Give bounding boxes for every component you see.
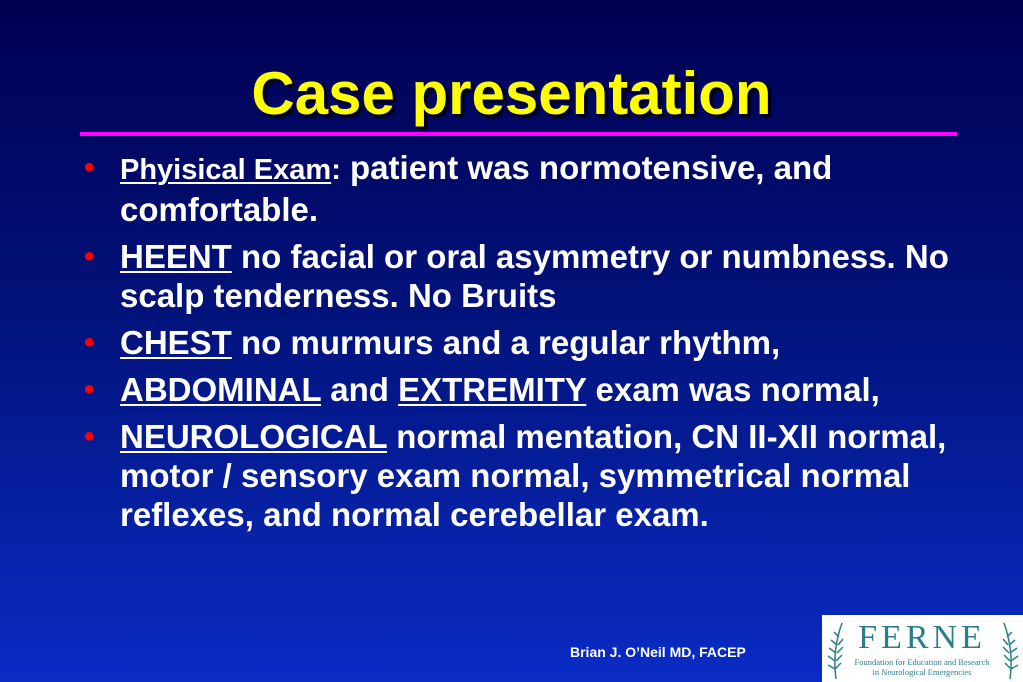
author-footer: Brian J. O’Neil MD, FACEP	[570, 644, 746, 660]
list-item	[84, 148, 964, 229]
title-divider	[80, 132, 957, 136]
section-label: ABDOMINAL	[120, 371, 322, 408]
list-item	[84, 323, 964, 362]
section-label: EXTREMITY	[398, 371, 587, 408]
bullet-icon: •	[84, 151, 95, 184]
item-text-connector: and	[321, 371, 399, 408]
logo-wordmark: FERNE	[858, 619, 986, 656]
logo-subtitle-line1: Foundation for Education and Research	[854, 657, 990, 667]
item-text: normal mentation, CN II-XII normal, motor / sensory exam normal, symmetrical normal reflexes, and normal cerebellar exam.	[120, 418, 947, 533]
section-label: CHEST	[120, 324, 232, 361]
item-text: exam was normal,	[586, 371, 880, 408]
bullet-icon: •	[84, 326, 95, 359]
bullet-icon: •	[84, 240, 95, 273]
section-label: Phyisical Exam	[120, 154, 332, 186]
bullet-list	[84, 148, 964, 542]
section-label: NEUROLOGICAL	[120, 418, 388, 455]
list-item	[84, 417, 964, 534]
list-item	[84, 370, 964, 409]
ferne-logo	[822, 615, 1023, 682]
logo-subtitle-line2: in Neurological Emergencies	[872, 667, 972, 677]
bullet-icon: •	[84, 373, 95, 406]
section-label: HEENT	[120, 238, 232, 275]
section-label-colon: :	[331, 154, 341, 186]
bullet-icon: •	[84, 420, 95, 453]
item-text: patient was normotensive, and comfortable.	[120, 149, 833, 228]
item-text: no facial or oral asymmetry or numbness. No scalp tenderness. No Bruits	[120, 238, 949, 314]
slide-title: Case presentation	[251, 60, 772, 127]
list-item	[84, 237, 964, 315]
item-text: no murmurs and a regular rhythm,	[231, 324, 781, 361]
